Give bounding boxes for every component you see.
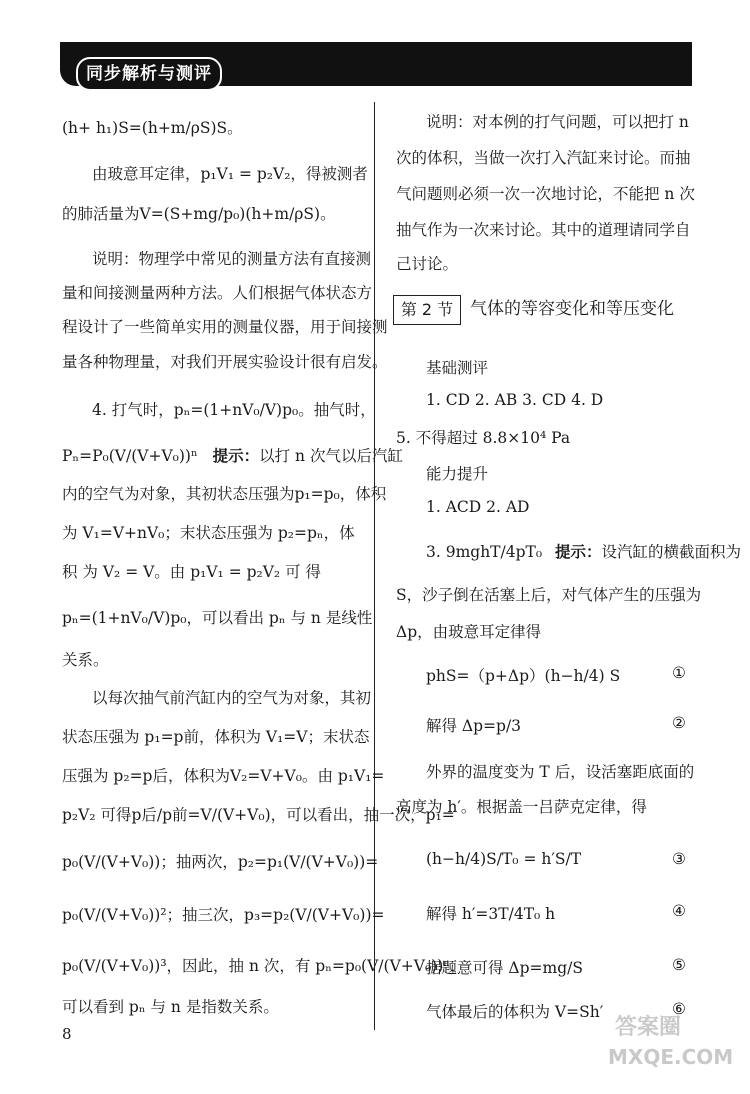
marker-6: ⑥ [672,1000,686,1018]
right-line: 外界的温度变为 T 后，设活塞距底面的 [426,763,695,781]
left-line: 说明：物理学中常见的测量方法有直接测 [92,250,372,268]
left-line: 关系。 [62,651,109,669]
right-line: 气问题则必须一次一次地讨论，不能把 n 次 [396,185,695,203]
answer-line [426,540,741,562]
equation-5: 据题意可得 Δp=mg/S [426,959,583,977]
right-line: S，沙子倒在活塞上后，对气体产生的压强为 [396,586,702,604]
watermark-logo: 答案圈 [615,1015,682,1040]
left-line: (h+ h₁)S=(h+m/ρS)S。 [62,119,243,137]
equation-4: 解得 h′=3T/4T₀ h [426,905,556,923]
left-line [62,444,403,466]
section-number: 第 2 节 [393,295,461,325]
marker-5: ⑤ [672,956,686,974]
answer-formula: 3. 9mghT/4pT₀ [426,543,543,561]
equation-3: (h−h/4)S/T₀ = h′S/T [426,850,582,868]
left-line: pₙ=(1+nV₀/V)p₀，可以看出 pₙ 与 n 是线性 [62,609,373,627]
right-text: 设汽缸的横截面积为 [601,543,742,561]
column-divider [374,102,375,1030]
right-line: 己讨论。 [396,255,459,273]
equation-6: 气体最后的体积为 V=Sh′ [426,1003,604,1021]
left-line: 量各种物理量，对我们开展实验设计很有启发。 [62,353,388,371]
marker-4: ④ [672,902,686,920]
hint-label: 提示： [555,543,602,561]
watermark-url: MXQE.COM [608,1045,734,1069]
subsection-basic: 基础测评 [426,359,489,377]
answer-line: 5. 不得超过 8.8×10⁴ Pa [396,429,571,447]
left-line: 为 V₁=V+nV₀；末状态压强为 p₂=pₙ，体 [62,524,355,542]
answer-line: 1. CD 2. AB 3. CD 4. D [426,391,604,409]
left-formula: Pₙ=P₀(V/(V+V₀))ⁿ [62,447,198,465]
right-line: Δp，由玻意耳定律得 [396,623,542,641]
left-line: 状态压强为 p₁=p前，体积为 V₁=V；末状态 [62,728,370,746]
left-line: 积 为 V₂ = V。由 p₁V₁ = p₂V₂ 可 得 [62,563,322,581]
hint-label: 提示： [212,447,260,465]
left-line: p₂V₂ 可得p后/p前=V/(V+V₀)，可以看出，抽一次，p₁= [62,806,455,824]
right-line: 高度为 h′。根据盖一吕萨克定律，得 [396,798,647,816]
left-line: p₀(V/(V+V₀))；抽两次，p₂=p₁(V/(V+V₀))= [62,853,379,871]
equation-2: 解得 Δp=p/3 [426,717,522,735]
right-line: 次的体积，当做一次打入汽缸来讨论。而抽 [396,149,691,167]
right-line: 抽气作为一次来讨论。其中的道理请同学自 [396,221,691,239]
left-line: 可以看到 pₙ 与 n 是指数关系。 [62,998,279,1016]
left-line: 内的空气为对象，其初状态压强为p₁=p₀，体积 [62,485,387,503]
header-tag: 同步解析与测评 [76,57,222,91]
left-line: 4. 打气时，pₙ=(1+nV₀/V)p₀。抽气时， [92,401,376,419]
section-title: 气体的等容变化和等压变化 [470,299,674,319]
marker-1: ① [672,664,686,682]
right-line: 说明：对本例的打气问题，可以把打 n [426,113,689,131]
answer-line: 1. ACD 2. AD [426,498,530,516]
marker-3: ③ [672,850,686,868]
left-line: 压强为 p₂=p后，体积为V₂=V+V₀。由 p₁V₁= [62,767,385,785]
right-column-lower [396,350,742,1030]
subsection-ability: 能力提升 [426,465,489,483]
left-line: p₀(V/(V+V₀))³，因此，抽 n 次，有 pₙ=p₀(V/(V+V₀))ⁿ， [62,957,466,975]
left-line: 量和间接测量两种方法。人们根据气体状态方 [62,284,373,302]
left-line: 以每次抽气前汽缸内的空气为对象，其初 [92,689,372,707]
marker-2: ② [672,714,686,732]
left-line: p₀(V/(V+V₀))²；抽三次，p₃=p₂(V/(V+V₀))= [62,906,385,924]
left-line: 的肺活量为V=(S+mg/p₀)(h+m/ρS)。 [62,205,336,223]
equation-1: phS=（p+Δp）(h−h/4) S [426,667,621,685]
left-text: 以打 n 次气以后汽缸 [259,447,403,465]
left-line: 由玻意耳定律，p₁V₁ = p₂V₂，得被测者 [92,165,368,183]
left-line: 程设计了一些简单实用的测量仪器，用于间接测 [62,318,388,336]
page-number: 8 [62,1025,72,1043]
